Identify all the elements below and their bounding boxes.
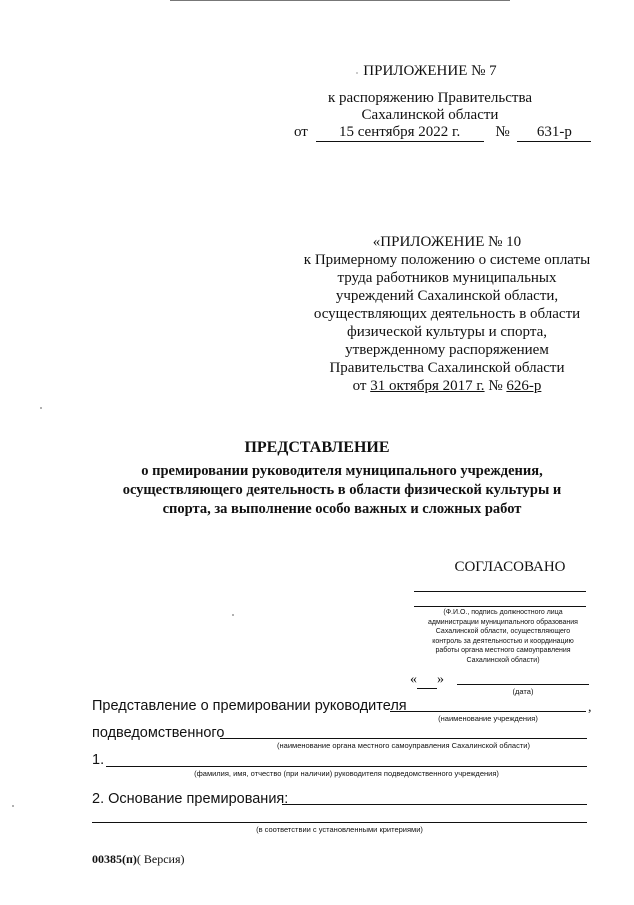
heading-subtitle-1: о премировании руководителя муниципального учреждения, [141,463,543,479]
institution-name-caption: (наименование учреждения) [438,714,538,723]
appendix-number: 631-р [517,124,591,142]
scan-speck [356,72,358,74]
approval-date-row: « » [410,672,444,687]
appendix10-date-row: от 31 октября 2017 г. № 626-р [352,378,542,394]
top-border-line [170,0,510,1]
scan-speck [40,407,42,409]
item2-label: 2. Основание премирования: [92,791,289,807]
appendix10-line: труда работников муниципальных [337,270,557,286]
heading-subtitle-2: осуществляющего деятельность в области физической культуры и [122,482,562,498]
head-name-caption: (фамилия, имя, отчество (при наличии) руководителя подведомственного учреждения) [194,769,499,778]
appendix-line2: Сахалинской области [361,107,499,123]
appendix10-line: физической культуры и спорта, [346,324,547,340]
appendix-line1: к распоряжению Правительства [327,90,532,106]
appendix10-line: учреждений Сахалинской области, [335,288,559,304]
approval-signature-line [414,591,586,592]
document-code: 00385(п)( Версия) [92,852,185,866]
document-heading: ПРЕДСТАВЛЕНИЕ [244,439,390,456]
authority-name-caption: (наименование органа местного самоуправления Сахалинской области) [277,741,530,750]
scan-speck [232,614,234,616]
bonus-basis-field-2[interactable] [92,822,587,823]
appendix10-line: к Примерному положению о системе оплаты [303,252,591,268]
form-line1-comma: , [588,700,592,715]
appendix10-line: Правительства Сахалинской области [329,360,565,376]
appendix-date: 15 сентября 2022 г. [316,124,484,142]
appendix-date-row [294,124,594,142]
item1-label: 1. [92,752,105,768]
scan-speck [12,805,14,807]
appendix10-title: «ПРИЛОЖЕНИЕ № 10 [372,234,522,250]
approval-date-line [457,684,589,685]
approval-note: (Ф.И.О., подпись должностного лица администрации муниципального образования Сахалинской области, осуществляющего контроль за деятельностью и координацию работы органа местного самоуправления Сахалинской области) [428,609,578,664]
appendix10-block [294,233,600,395]
head-name-field[interactable] [106,766,587,767]
appendix10-line: осуществляющих деятельность в области [313,306,581,322]
approval-signature-line-2 [414,606,586,607]
bonus-basis-field[interactable] [282,804,587,805]
form-line2-label: подведомственного [92,725,225,741]
approval-title: СОГЛАСОВАНО [454,559,566,575]
authority-name-field[interactable] [220,738,587,739]
from-label: от [294,124,308,140]
institution-name-field[interactable] [390,711,586,712]
appendix10-number: 626-р [506,378,542,394]
heading-subtitle-3: спорта, за выполнение особо важных и сложных работ [162,501,522,517]
form-line1-label: Представление о премировании руководителя [92,698,407,714]
number-label: № [495,124,510,140]
appendix10-line: утвержденному распоряжением [345,342,549,358]
appendix-title: ПРИЛОЖЕНИЕ № 7 [363,63,497,79]
approval-date-caption: (дата) [512,687,534,696]
appendix10-date: 31 октября 2017 г. [370,378,485,394]
bonus-basis-caption: (в соответствии с установленными критериями) [256,825,423,834]
